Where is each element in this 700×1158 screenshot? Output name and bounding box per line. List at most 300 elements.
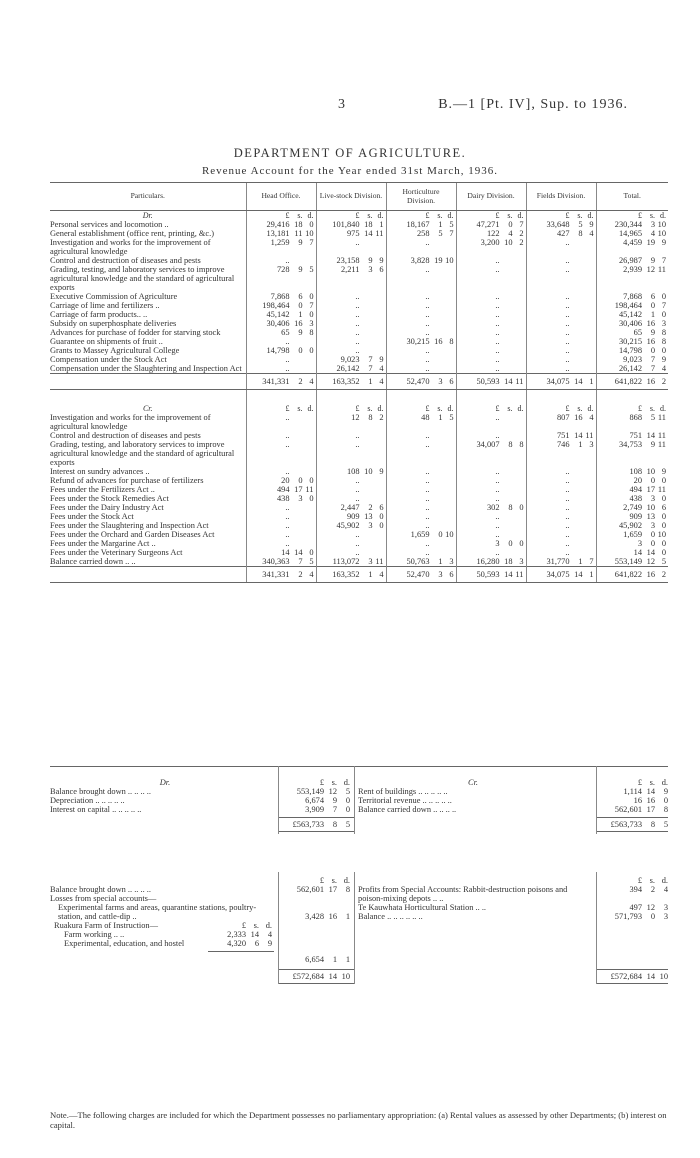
pence: 0	[661, 494, 666, 503]
pence: 11	[375, 557, 384, 566]
amount-cell	[386, 310, 456, 319]
pounds: ..	[495, 548, 500, 557]
pounds: 751	[629, 431, 642, 440]
amount-cell	[246, 467, 316, 476]
shilling-sign: s.	[577, 211, 583, 220]
pounds: 497	[629, 903, 642, 912]
amount-cell	[526, 238, 596, 256]
column-rule	[354, 872, 355, 984]
column-rule	[596, 766, 597, 834]
row-label: Refund of advances for purchase of fertilizers	[50, 476, 204, 485]
pence: 5	[663, 820, 668, 829]
amount-cell	[246, 521, 316, 530]
amount-cell	[596, 413, 668, 431]
footnote: Note.—The following charges are included for which the Department possesses no parliamentary appropriation: (a) Rental values as assessed by other Departments; (b) interest on capital.	[50, 1110, 667, 1130]
lsd-header	[280, 876, 350, 885]
amount-cell	[526, 476, 596, 485]
amount	[280, 912, 350, 921]
pounds: ..	[495, 431, 500, 440]
pounds: 7,868	[623, 292, 642, 301]
pounds: ..	[495, 310, 500, 319]
amount-cell	[596, 512, 668, 521]
shillings: 5	[438, 229, 443, 238]
pence: 0	[661, 548, 666, 557]
shillings: 10	[504, 238, 513, 247]
amount	[598, 903, 668, 912]
pence: 0	[661, 521, 666, 530]
pound-sign: £	[637, 778, 642, 787]
shillings: 9	[298, 265, 303, 274]
amount-cell	[596, 229, 668, 238]
pounds: ..	[285, 355, 290, 364]
shillings: 8	[332, 820, 337, 829]
pence: 6	[449, 377, 454, 386]
pence-sign: d.	[587, 404, 594, 413]
amount-cell	[386, 256, 456, 265]
shillings: 14	[250, 930, 259, 939]
page-title: DEPARTMENT OF AGRICULTURE.	[233, 146, 467, 160]
pounds: ..	[565, 310, 570, 319]
shilling-sign: s.	[437, 211, 443, 220]
summary-row-label: Profits from Special Accounts: Rabbit-destruction poisons and poison-mixing depots .. ..	[358, 885, 568, 903]
pounds: 20	[281, 476, 290, 485]
amount-cell	[246, 256, 316, 265]
pounds: 52,470	[406, 377, 430, 386]
shilling-sign: s.	[253, 921, 259, 930]
row-label: Interest on sundry advances ..	[50, 467, 150, 476]
table-row	[50, 557, 668, 567]
shillings: 3	[438, 377, 443, 386]
pounds: ..	[565, 485, 570, 494]
column-rule	[354, 766, 355, 834]
amount-cell	[316, 539, 386, 548]
pence: 11	[375, 229, 384, 238]
shillings: 0	[650, 539, 655, 548]
pounds: 31,770	[546, 557, 570, 566]
shillings: 10	[646, 503, 655, 512]
pounds: 6,654	[305, 955, 324, 964]
pence: 5	[449, 220, 454, 229]
total-label	[50, 374, 246, 390]
pence: 10	[657, 220, 666, 229]
amount-cell	[386, 374, 456, 390]
lsd-header	[246, 211, 316, 221]
pence: 11	[305, 485, 314, 494]
amount-cell	[526, 467, 596, 476]
pence: 0	[309, 476, 314, 485]
shillings: 13	[364, 512, 373, 521]
shillings: 14	[646, 787, 655, 796]
pence: 1	[589, 570, 594, 579]
shillings: 2	[298, 377, 303, 386]
column-rule	[278, 872, 279, 984]
shillings: 16	[646, 796, 655, 805]
lsd-header	[280, 778, 350, 787]
pounds: ..	[425, 494, 430, 503]
row-label: Subsidy on superphosphate deliveries	[50, 319, 177, 328]
pounds: 34,007	[476, 440, 500, 449]
pence: 11	[515, 570, 524, 579]
amount-cell	[456, 374, 526, 390]
row-label: Fees under the Stock Act	[50, 512, 134, 521]
pound-sign: £	[355, 404, 360, 413]
amount-cell	[456, 431, 526, 440]
amount-cell	[596, 530, 668, 539]
pounds: ..	[495, 319, 500, 328]
pounds: £572,684	[610, 972, 642, 981]
shillings: 1	[438, 557, 443, 566]
pounds: ..	[565, 494, 570, 503]
pounds: ..	[495, 346, 500, 355]
summary-row-label: Farm working .. ..	[64, 930, 125, 939]
summary-row-label: Balance brought down .. .. .. ..	[50, 787, 151, 796]
pounds: ..	[425, 503, 430, 512]
amount-cell	[386, 229, 456, 238]
pence: 2	[519, 229, 524, 238]
pence: 5	[345, 820, 350, 829]
pounds: 34,075	[546, 570, 570, 579]
amount-cell	[526, 548, 596, 557]
shillings: 18	[504, 557, 513, 566]
pounds: 7,868	[270, 292, 290, 301]
column-header: Total.	[596, 183, 668, 211]
table-row	[50, 530, 668, 539]
shillings: 0	[298, 301, 303, 310]
pounds: 45,902	[336, 521, 360, 530]
pound-sign: £	[319, 876, 324, 885]
pounds: 16,280	[476, 557, 500, 566]
amount-cell	[456, 521, 526, 530]
pounds: ..	[285, 413, 290, 422]
pound-sign: £	[285, 211, 290, 220]
pounds: ..	[565, 328, 570, 337]
amount-cell	[316, 521, 386, 530]
amount-cell	[386, 539, 456, 548]
table-row	[50, 238, 668, 256]
shillings: 12	[646, 903, 655, 912]
total-rule	[278, 983, 354, 984]
pounds: ..	[565, 337, 570, 346]
total-label	[50, 567, 246, 583]
amount-cell	[386, 355, 456, 364]
pounds: 50,593	[476, 377, 500, 386]
pound-sign: £	[638, 211, 642, 220]
row-label: Fees under the Orchard and Garden Diseases Act	[50, 530, 215, 539]
pound-sign: £	[319, 778, 324, 787]
pounds: 438	[276, 494, 290, 503]
pounds: ..	[355, 539, 360, 548]
pounds: 728	[276, 265, 290, 274]
amount-cell	[596, 292, 668, 301]
table-row	[50, 485, 668, 494]
pounds: ..	[355, 476, 360, 485]
lsd-header	[526, 211, 596, 221]
pence: 4	[379, 364, 384, 373]
pounds: 2,333	[227, 930, 246, 939]
pounds: 30,215	[406, 337, 430, 346]
pence: 1	[345, 955, 350, 964]
column-header-row	[50, 183, 668, 211]
amount-cell	[386, 220, 456, 229]
table-row	[50, 521, 668, 530]
amount-cell	[246, 440, 316, 467]
amount-cell	[246, 301, 316, 310]
pounds: ..	[565, 355, 570, 364]
shillings: 2	[368, 503, 373, 512]
pounds: ..	[355, 548, 360, 557]
amount-cell	[526, 310, 596, 319]
pounds: ..	[495, 256, 500, 265]
pence: 0	[661, 310, 666, 319]
amount-cell	[316, 364, 386, 374]
shillings: 14	[504, 570, 513, 579]
amount-cell	[386, 319, 456, 328]
amount-cell	[246, 485, 316, 494]
pence: 10	[659, 972, 668, 981]
shillings: 16	[294, 319, 303, 328]
amount-cell	[456, 494, 526, 503]
shillings: 9	[298, 328, 303, 337]
pounds: ..	[425, 310, 430, 319]
amount	[280, 972, 350, 981]
amount-cell	[246, 530, 316, 539]
amount-cell	[456, 355, 526, 364]
pounds: 868	[629, 413, 642, 422]
amount-cell	[596, 355, 668, 364]
amount-cell	[456, 485, 526, 494]
table-row	[50, 467, 668, 476]
pence: 0	[309, 310, 314, 319]
pound-sign: £	[495, 211, 500, 220]
pounds: ..	[355, 328, 360, 337]
amount-cell	[526, 319, 596, 328]
pound-sign: £	[637, 876, 642, 885]
pence: 4	[267, 930, 272, 939]
shillings: 6	[650, 292, 655, 301]
amount-cell	[316, 238, 386, 256]
pounds: 909	[629, 512, 642, 521]
pounds: 65	[281, 328, 290, 337]
total-row	[50, 374, 668, 390]
pounds: 13,181	[266, 229, 290, 238]
table-row	[50, 503, 668, 512]
pence-sign: d.	[587, 211, 594, 220]
pounds: 9,023	[340, 355, 360, 364]
table-row	[50, 265, 668, 292]
pence-sign: d.	[447, 404, 454, 413]
pounds: ..	[425, 238, 430, 247]
amount-cell	[526, 364, 596, 374]
pence: 10	[445, 256, 454, 265]
column-header: Live-stock Division.	[316, 183, 386, 211]
amount-cell	[596, 476, 668, 485]
shillings: 14	[574, 570, 583, 579]
pence: 5	[345, 787, 350, 796]
pence-sign: d.	[343, 778, 350, 787]
amount-cell	[316, 467, 386, 476]
amount-cell	[596, 220, 668, 229]
amount-cell	[596, 346, 668, 355]
shillings: 16	[646, 570, 655, 579]
pounds: 14,965	[618, 229, 642, 238]
pence: 10	[657, 229, 666, 238]
shillings: 1	[298, 310, 303, 319]
pounds: 641,822	[614, 570, 642, 579]
pound-sign: £	[355, 211, 360, 220]
amount-cell	[246, 238, 316, 256]
pence-sign: d.	[343, 876, 350, 885]
pounds: ..	[565, 364, 570, 373]
pounds: ..	[565, 530, 570, 539]
pounds: ..	[495, 328, 500, 337]
shillings: 3	[438, 570, 443, 579]
shilling-sign: s.	[649, 404, 655, 413]
amount-cell	[386, 431, 456, 440]
total-rule	[50, 766, 668, 767]
amount-cell	[526, 521, 596, 530]
shillings: 14	[294, 548, 303, 557]
table-row	[50, 301, 668, 310]
amount-cell	[456, 512, 526, 521]
pounds: 553,149	[614, 557, 642, 566]
section-label: Dr.	[159, 778, 171, 787]
amount-cell	[456, 503, 526, 512]
pounds: 26,142	[336, 364, 360, 373]
shillings: 9	[650, 440, 655, 449]
pence: 7	[661, 256, 666, 265]
amount-cell	[386, 512, 456, 521]
lsd-header	[246, 390, 316, 414]
row-label: Fees under the Dairy Industry Act	[50, 503, 164, 512]
shilling-sign: s.	[331, 778, 337, 787]
amount-cell	[316, 512, 386, 521]
pounds: ..	[565, 512, 570, 521]
pounds: 122	[486, 229, 500, 238]
pence: 2	[519, 238, 524, 247]
row-label: Grading, testing, and laboratory services to improve agricultural knowledge and the standard of agricultural exports	[50, 440, 235, 467]
pounds: 302	[486, 503, 500, 512]
pence: 10	[305, 229, 314, 238]
amount-cell	[316, 567, 386, 583]
pounds: ..	[425, 485, 430, 494]
shillings: 14	[574, 377, 583, 386]
pence-sign: d.	[661, 778, 668, 787]
pence: 6	[379, 265, 384, 274]
amount-cell	[456, 557, 526, 567]
amount-cell	[526, 229, 596, 238]
row-label: Investigation and works for the improvement of agricultural knowledge	[50, 238, 211, 256]
shillings: 10	[646, 467, 655, 476]
pounds: 101,840	[332, 220, 360, 229]
amount-cell	[526, 494, 596, 503]
pence-sign: d.	[661, 876, 668, 885]
table-row	[50, 256, 668, 265]
amount-cell	[246, 476, 316, 485]
shillings: 16	[574, 413, 583, 422]
table-row	[50, 319, 668, 328]
pounds: 975	[346, 229, 360, 238]
pence: 6	[379, 503, 384, 512]
pence: 9	[661, 238, 666, 247]
shillings: 16	[646, 337, 655, 346]
summary-row-label: Te Kauwhata Horticultural Station .. ..	[358, 903, 487, 912]
amount-cell	[386, 567, 456, 583]
summary-row-label: Experimental farms and areas, quarantine stations, poultry-station, and cattle-dip ..	[58, 903, 257, 921]
shillings: 6	[298, 292, 303, 301]
amount-cell	[596, 548, 668, 557]
pence: 5	[309, 265, 314, 274]
amount-cell	[526, 337, 596, 346]
pence: 2	[661, 570, 666, 579]
lsd-header	[386, 390, 456, 414]
amount-cell	[596, 265, 668, 292]
amount-cell	[526, 220, 596, 229]
pounds: ..	[285, 539, 290, 548]
pence: 8	[661, 337, 666, 346]
pounds: ..	[285, 337, 290, 346]
amount-cell	[526, 374, 596, 390]
shillings: 3	[368, 521, 373, 530]
pounds: 341,331	[262, 377, 290, 386]
pence: 0	[309, 346, 314, 355]
shillings: 11	[294, 229, 303, 238]
pound-sign: £	[425, 211, 430, 220]
pounds: ..	[425, 292, 430, 301]
pounds: ..	[355, 485, 360, 494]
total-rule	[278, 969, 354, 970]
pounds: ..	[425, 265, 430, 274]
pounds: ..	[565, 467, 570, 476]
amount-cell	[456, 548, 526, 557]
shillings: 3	[368, 265, 373, 274]
pounds: ..	[425, 548, 430, 557]
amount-cell	[386, 494, 456, 503]
pounds: 751	[556, 431, 570, 440]
pence: 0	[661, 292, 666, 301]
pence: 10	[341, 972, 350, 981]
pounds: 108	[629, 467, 642, 476]
amount-cell	[246, 310, 316, 319]
pounds: ..	[495, 364, 500, 373]
shillings: 17	[646, 485, 655, 494]
pounds: 341,331	[262, 570, 290, 579]
pounds: ..	[495, 292, 500, 301]
shillings: 12	[646, 265, 655, 274]
amount-cell	[456, 337, 526, 346]
table-row	[50, 539, 668, 548]
table-row	[50, 364, 668, 374]
summary-row-label: Rent of buildings .. .. .. .. ..	[358, 787, 448, 796]
shillings: 0	[438, 530, 443, 539]
pounds: ..	[355, 301, 360, 310]
shilling-sign: s.	[507, 404, 513, 413]
table-row	[50, 512, 668, 521]
pence: 8	[519, 440, 524, 449]
shillings: 12	[646, 557, 655, 566]
amount-cell	[596, 503, 668, 512]
amount-cell	[386, 485, 456, 494]
shillings: 3	[368, 557, 373, 566]
pounds: 198,464	[262, 301, 290, 310]
pounds: ..	[565, 238, 570, 247]
shillings: 5	[578, 220, 583, 229]
shillings: 9	[650, 328, 655, 337]
pence: 3	[519, 557, 524, 566]
amount-cell	[526, 557, 596, 567]
amount	[598, 972, 668, 981]
amount-cell	[386, 292, 456, 301]
amount-cell	[456, 238, 526, 256]
